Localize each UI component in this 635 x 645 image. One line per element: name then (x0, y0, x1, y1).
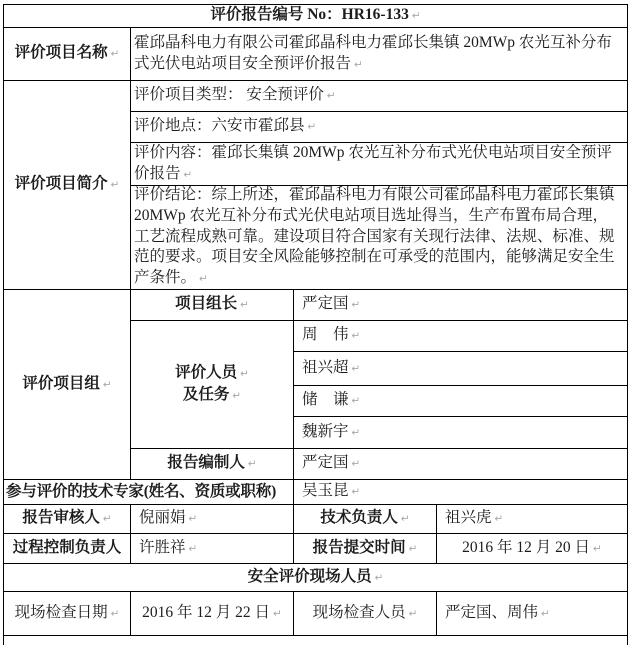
report-auditor-label (4, 505, 131, 534)
evaluation-report-table (3, 4, 628, 645)
project-location-text: 评价地点：六安市霍邱县 ↵ (134, 116, 316, 138)
check-people-value-text: 严定国、周伟 ↵ (445, 603, 550, 625)
team-member-row (294, 417, 628, 449)
report-writer-label-text: 报告编制人 ↵ (167, 453, 256, 475)
project-summary-label (4, 81, 131, 290)
site-section-title (4, 564, 628, 592)
report-writer-label (131, 449, 294, 480)
team-leader-label-text: 项目组长 ↵ (175, 294, 249, 316)
team-leader-name-text: 严定国 ↵ (302, 294, 360, 316)
experts-label (4, 480, 294, 505)
submit-time-value-text: 2016 年 12 月 20 日 ↵ (462, 538, 602, 560)
process-control-label-text: 过程控制负责人 (12, 539, 122, 557)
project-location-row (131, 112, 628, 143)
check-date-label (4, 592, 131, 636)
project-type-row (131, 81, 628, 112)
submit-time-label-text: 报告提交时间 ↵ (313, 538, 418, 560)
team-group-label (4, 290, 131, 480)
project-name-value (131, 28, 628, 81)
tech-lead-name (437, 505, 628, 534)
report-auditor-label-text: 报告审核人 ↵ (22, 508, 111, 530)
report-writer-name (294, 449, 628, 480)
team-member-name: 祖兴超 ↵ (302, 358, 360, 380)
team-leader-name (294, 290, 628, 321)
team-member-row (294, 321, 628, 352)
report-number-title-text: 评价报告编号 No：HR16-133 ↵ (210, 5, 420, 27)
team-leader-label (131, 290, 294, 321)
check-date-value-text: 2016 年 12 月 22 日 ↵ (142, 603, 282, 625)
check-people-label (294, 592, 437, 636)
submit-time-label (294, 534, 437, 564)
table-bottom-partial-row (4, 636, 628, 645)
check-date-value (131, 592, 294, 636)
team-group-label-text: 评价项目组 ↵ (22, 374, 111, 396)
process-control-name-text: 许胜祥 ↵ (139, 538, 197, 560)
process-control-name (131, 534, 294, 564)
team-member-name: 储 谦 ↵ (302, 390, 360, 412)
project-conclusion-row (131, 186, 628, 290)
project-conclusion-text: 评价结论：综上所述，霍邱晶科电力有限公司霍邱晶科电力霍邱长集镇 20MWp 农光互补分布式光伏电站项目选址得当，生产布置布局合理，工艺流程成熟可靠。建设项目符合国家有关现行法律、法规、标准、规范的要求。项目安全风险能够控制在可承受的范围内，能够满足安全生产条件。 ↵ (134, 186, 623, 290)
check-people-value (437, 592, 628, 636)
site-section-title-text: 安全评价现场人员 ↵ (248, 567, 384, 589)
report-auditor-name (131, 505, 294, 534)
process-control-label (4, 534, 131, 564)
team-member-name: 魏新宇 ↵ (302, 422, 360, 444)
tech-lead-name-text: 祖兴虎 ↵ (445, 508, 503, 530)
tech-lead-label (294, 505, 437, 534)
check-date-label-text: 现场检查日期 ↵ (15, 603, 120, 625)
project-type-text: 评价项目类型： 安全预评价 ↵ (134, 85, 336, 107)
project-content-row (131, 143, 628, 186)
team-members-label-line2: 及任务 ↵ (183, 385, 241, 407)
team-member-row (294, 386, 628, 417)
project-summary-label-text: 评价项目简介 ↵ (15, 174, 120, 196)
report-writer-name-text: 严定国 ↵ (302, 453, 360, 475)
team-members-label-line1: 评价人员 ↵ (175, 363, 249, 385)
project-name-value-text: 霍邱晶科电力有限公司霍邱晶科电力霍邱长集镇 20MWp 农光互补分布式光伏电站项目安全预评价报告 ↵ (134, 33, 623, 76)
team-member-name: 周 伟 ↵ (302, 325, 360, 347)
experts-value-text: 吴玉昆 ↵ (302, 481, 360, 503)
project-content-text: 评价内容：霍邱长集镇 20MWp 农光互补分布式光伏电站项目安全预评价报告 ↵ (134, 143, 623, 185)
project-name-label (4, 28, 131, 81)
team-members-label (131, 321, 294, 449)
submit-time-value (437, 534, 628, 564)
check-people-label-text: 现场检查人员 ↵ (313, 603, 418, 625)
experts-value (294, 480, 628, 505)
report-auditor-name-text: 倪丽娟 ↵ (139, 508, 197, 530)
team-member-row (294, 352, 628, 386)
project-name-label-text: 评价项目名称 ↵ (15, 43, 120, 65)
experts-label-text: 参与评价的技术专家(姓名、资质或职称) (6, 482, 277, 500)
tech-lead-label-text: 技术负责人 ↵ (320, 508, 409, 530)
report-number-title (4, 5, 628, 28)
